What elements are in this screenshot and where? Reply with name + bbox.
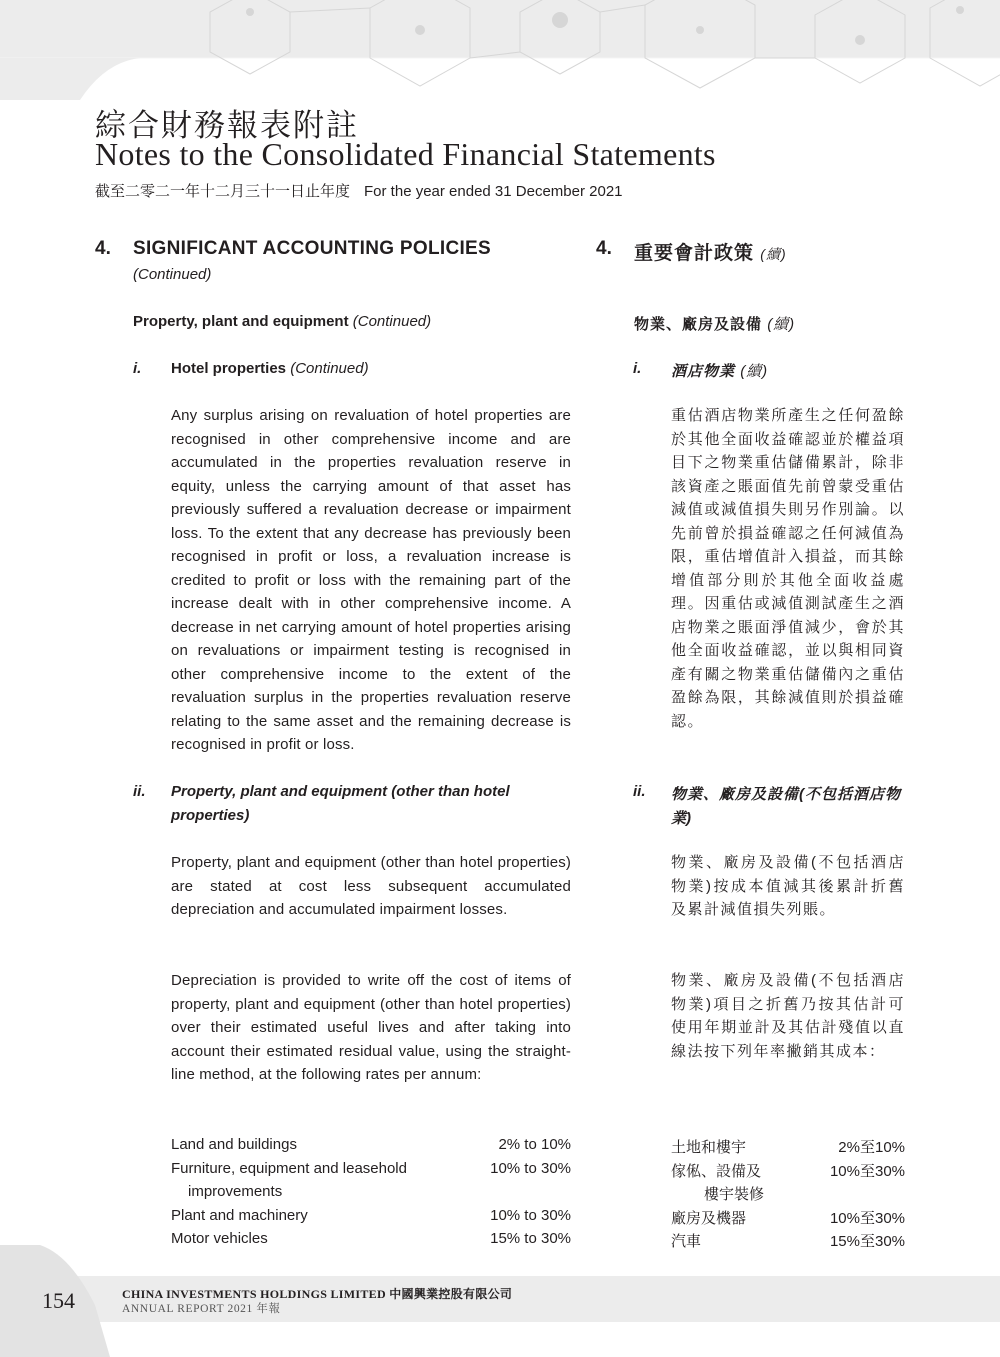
rate-value-en-1: 10% to 30%: [490, 1160, 571, 1177]
rate-label-cn-0: 土地和樓宇: [671, 1139, 747, 1156]
rate-label-en-2: Plant and machinery: [171, 1207, 308, 1224]
item-i-title-en-continued: (Continued): [290, 360, 369, 377]
rate-value-en-2: 10% to 30%: [490, 1207, 571, 1224]
period-english: For the year ended 31 December 2021: [364, 183, 623, 200]
rate-label-en-1: Furniture, equipment and leasehold: [171, 1160, 407, 1177]
rate-value-cn-3: 15%至30%: [829, 1233, 905, 1250]
rate-value-cn-0: 2%至10%: [838, 1139, 905, 1156]
section-title-cn-continued: (續): [760, 246, 787, 262]
footer-company: CHINA INVESTMENTS HOLDINGS LIMITED 中國興業控股有限公司: [122, 1287, 513, 1301]
rate-label-en-3: Motor vehicles: [171, 1230, 268, 1247]
rate-value-en-0: 2% to 10%: [498, 1136, 571, 1153]
item-ii-title-cn-line1: 物業、廠房及設備(不包括酒店物: [671, 786, 901, 803]
period-line: [95, 180, 623, 201]
item-i-title-cn-text: 酒店物業: [671, 363, 736, 380]
item-i-title-en-text: Hotel properties: [171, 360, 287, 377]
rate-label-cn-3: 汽車: [671, 1233, 702, 1250]
item-i-paragraph-cn: 重估酒店物業所產生之任何盈餘於其他全面收益確認並於權益項目下之物業重估儲備累計，除非該資產之賬面值先前曾蒙受重估減值或減值損失則另作別論。以先前曾於損益確認之任何減值為限，重估增值計入損益，而其餘增值部分則於其他全面收益處理。因重估或減值測試產生之酒店物業之賬面淨值減少，會於其他全面收益確認，並以與相同資產有關之物業重估儲備內之重估盈餘為限，其餘減值則於損益確認。: [671, 407, 905, 730]
page-title-english: Notes to the Consolidated Financial Statements: [95, 136, 716, 172]
section-title-en: SIGNIFICANT ACCOUNTING POLICIES: [133, 238, 491, 259]
item-i-title-cn: [671, 360, 768, 381]
item-i-numeral-en: i.: [133, 360, 142, 377]
subheading-cn: [634, 313, 795, 334]
rate-label-cn-1: 傢俬、設備及: [671, 1163, 762, 1180]
item-ii-title-cn-line2: 業): [671, 810, 691, 827]
item-ii-numeral-en: ii.: [133, 783, 146, 800]
rate-value-cn-1: 10%至30%: [829, 1163, 905, 1180]
page-title-chinese: 綜合財務報表附註: [95, 108, 359, 144]
rate-value-en-3: 15% to 30%: [490, 1230, 571, 1247]
hexagon-pattern: [0, 0, 1000, 100]
rate-label-en-1b: improvements: [188, 1183, 283, 1200]
item-ii-paragraph2-en: Depreciation is provided to write off the cost of items of property, plant and equipment (other than hotel properties) over their estimated useful lives and after taking into account their estimated residual value, using the straight-line method, at the following rates per annum:: [171, 972, 571, 1083]
section-number-en: 4.: [95, 238, 111, 259]
page-number: 154: [42, 1288, 75, 1313]
rate-label-en-0: Land and buildings: [171, 1136, 297, 1153]
section-title-cn-text: 重要會計政策: [634, 243, 755, 264]
item-ii-title-en-line1: Property, plant and equipment (other than hotel: [171, 783, 510, 800]
rate-label-cn-1b: 樓宇裝修: [704, 1186, 765, 1203]
item-ii-paragraph1-cn: 物業、廠房及設備(不包括酒店物業)按成本值減其後累計折舊及累計減值損失列賬。: [671, 854, 905, 918]
section-continued-en: (Continued): [133, 266, 212, 283]
subheading-en-continued: (Continued): [352, 313, 432, 330]
period-chinese: 截至二零二一年十二月三十一日止年度: [95, 183, 351, 200]
item-i-title-cn-continued: (續): [740, 363, 769, 380]
subheading-en: [133, 313, 431, 330]
rate-value-cn-2: 10%至30%: [829, 1210, 905, 1227]
item-ii-paragraph2-cn: 物業、廠房及設備(不包括酒店物業)項目之折舊乃按其估計可使用年期並計及其估計殘值以直線法按下列年率撇銷其成本：: [671, 972, 905, 1060]
rate-label-cn-2: 廠房及機器: [671, 1210, 747, 1227]
section-title-cn: [634, 238, 787, 265]
subheading-cn-continued: (續): [767, 316, 796, 333]
footer-report: ANNUAL REPORT 2021 年報: [122, 1303, 281, 1315]
section-number-cn: 4.: [596, 238, 612, 259]
item-i-numeral-cn: i.: [633, 360, 642, 377]
item-ii-title-en-line2: properties): [171, 807, 250, 824]
item-ii-numeral-cn: ii.: [633, 783, 646, 800]
item-ii-paragraph1-en: Property, plant and equipment (other than hotel properties) are stated at cost less subsequent accumulated depreciation and accumulated impairment losses.: [171, 854, 571, 918]
subheading-cn-text: 物業、廠房及設備: [634, 316, 763, 333]
item-i-title-en: [171, 360, 369, 377]
subheading-en-text: Property, plant and equipment: [133, 313, 349, 330]
item-i-paragraph-en: Any surplus arising on revaluation of hotel properties are recognised in other comprehensive income and are accumulated in the properties revaluation reserve in equity, unless the carrying amount of that asset has previously suffered a revaluation decrease or impairment loss. To the extent that any decrease has previously been recognised in profit or loss, a revaluation increase is credited to profit or loss with the remaining part of the increase dealt with in other comprehensive income. A decrease in net carrying amount of hotel properties arising on revaluations or impairment testing is recognised in other comprehensive income to the extent of the revaluation surplus in the properties revaluation reserve relating to the same asset and the remaining decrease is recognised in profit or loss.: [171, 407, 571, 753]
